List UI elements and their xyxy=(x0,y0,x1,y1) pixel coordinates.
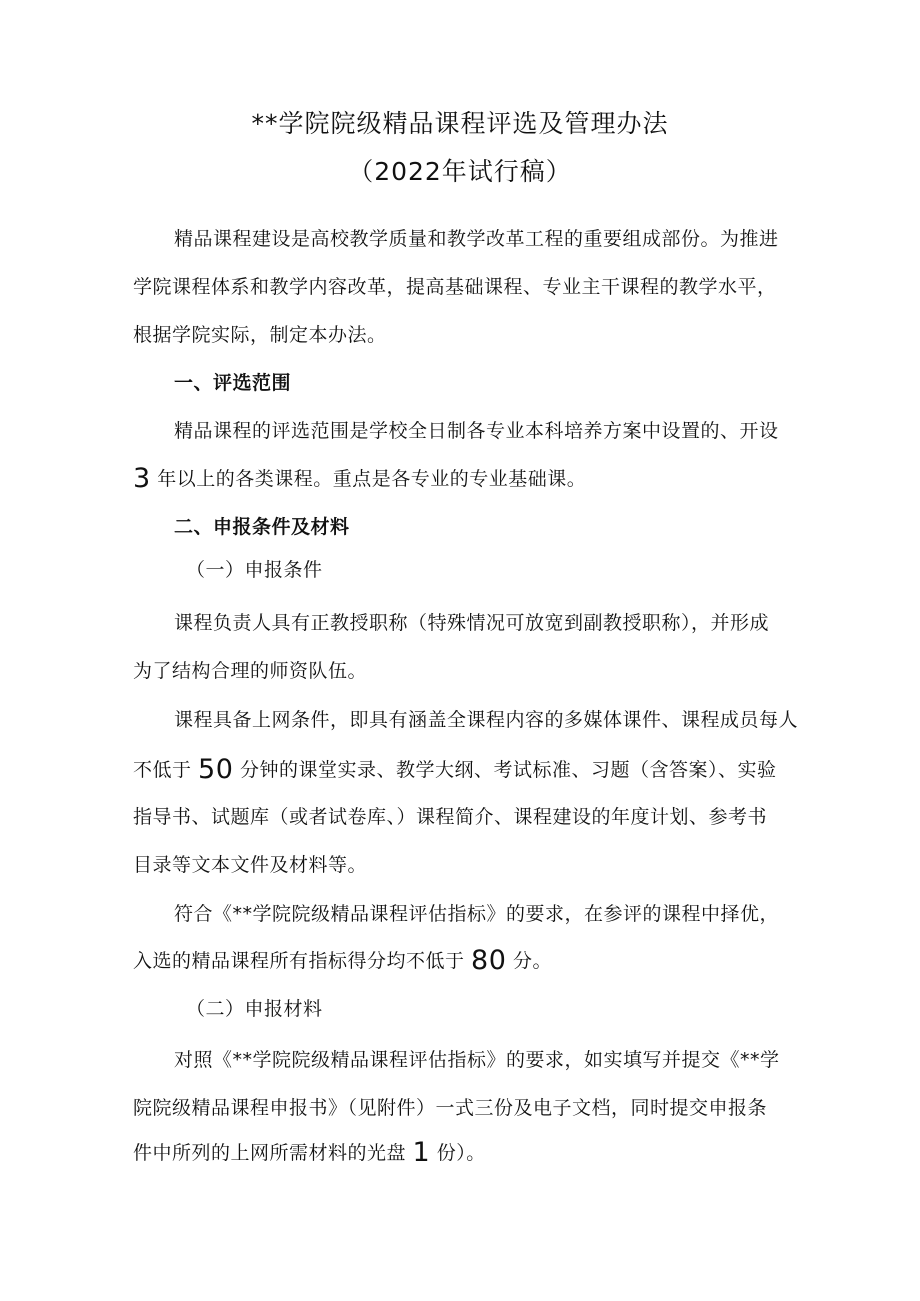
materials-line-1: 对照《**学院院级精品课程评估指标》的要求，如实填写并提交《**学 xyxy=(174,1049,780,1071)
condition-3-line-2 xyxy=(133,945,552,976)
materials-line-3-rest: 份）。 xyxy=(430,1142,486,1164)
condition-3-line-1: 符合《**学院院级精品课程评估指标》的要求，在参评的课程中择优， xyxy=(174,903,780,925)
condition-2-line-3: 指导书、试题库（或者试卷库、）课程简介、课程建设的年度计划、参考书 xyxy=(133,806,768,828)
materials-line-3-pre: 件中所列的上网所需材料的光盘 xyxy=(133,1142,413,1164)
section-1-line-2 xyxy=(133,463,587,494)
condition-3-line-2-pre: 入选的精品课程所有指标得分均不低于 xyxy=(133,950,472,972)
intro-line-1: 精品课程建设是高校教学质量和教学改革工程的重要组成部份。为推进 xyxy=(174,228,779,250)
condition-2-line-1: 课程具备上网条件，即具有涵盖全课程内容的多媒体课件、课程成员每人 xyxy=(174,709,799,731)
section-2-heading: 二、申报条件及材料 xyxy=(174,516,350,538)
subsection-1-heading: （一）申报条件 xyxy=(186,559,323,581)
materials-line-3 xyxy=(133,1137,486,1168)
years-number: 3 xyxy=(133,463,151,494)
materials-line-2: 院院级精品课程申报书》（见附件）一式三份及电子文档，同时提交申报条 xyxy=(133,1097,768,1119)
condition-2-line-4: 目录等文本文件及材料等。 xyxy=(133,854,368,876)
condition-1-line-2: 为了结构合理的师资队伍。 xyxy=(133,660,368,682)
section-1-heading: 一、评选范围 xyxy=(174,372,292,394)
intro-line-3: 根据学院实际，制定本办法。 xyxy=(133,324,387,346)
condition-2-line-2-pre: 不低于 xyxy=(133,759,199,781)
score-number: 80 xyxy=(471,945,507,976)
section-1-line-1: 精品课程的评选范围是学校全日制各专业本科培养方案中设置的、开设 xyxy=(174,420,779,442)
document-subtitle: （2022年试行稿） xyxy=(348,157,572,186)
intro-line-2: 学院课程体系和教学内容改革，提高基础课程、专业主干课程的教学水平， xyxy=(133,276,777,298)
copies-number: 1 xyxy=(412,1137,431,1168)
condition-2-line-2-rest: 分钟的课堂实录、教学大纲、考试标准、习题（含答案）、实验 xyxy=(233,759,777,781)
section-1-line-2-text: 年以上的各类课程。重点是各专业的专业基础课。 xyxy=(150,468,587,490)
condition-2-line-2 xyxy=(133,754,777,785)
minutes-number: 50 xyxy=(198,754,234,785)
condition-3-line-2-rest: 分。 xyxy=(506,950,552,972)
subsection-2-heading: （二）申报材料 xyxy=(186,998,323,1020)
document-title: **学院院级精品课程评选及管理办法 xyxy=(251,109,669,138)
condition-1-line-1: 课程负责人具有正教授职称（特殊情况可放宽到副教授职称），并形成 xyxy=(174,612,770,634)
